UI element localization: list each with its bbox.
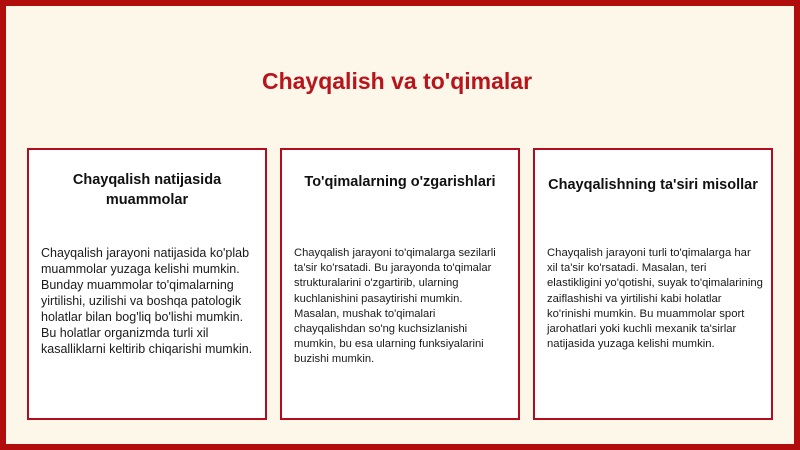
card-body-text: Chayqalish jarayoni natijasida ko'plab muammolar yuzaga kelishi mumkin. Bunday muammolar to'qimalarning yirtilishi, uzilishi va boshqa patologik holatlar bilan bog'liq bo'lishi mumkin. Bu holatlar organizmda turli xil kasalliklarni keltirib chiqarishi mumkin. bbox=[41, 246, 253, 356]
card-heading: To'qimalarning o'zgarishlari bbox=[304, 174, 496, 190]
slide bbox=[6, 6, 794, 444]
card-problems bbox=[27, 148, 267, 420]
card-heading: Chayqalishning ta'siri misollar bbox=[548, 177, 758, 193]
card-tissue-changes bbox=[280, 148, 520, 420]
card-heading: Chayqalish natijasida muammolar bbox=[72, 172, 222, 208]
card-body-text: Chayqalish jarayoni turli to'qimalarga har xil ta'sir ko'rsatadi. Masalan, teri elastikligini yo'qotishi, suyak to'qimalarining zaiflashishi va yirtilishi kabi holatlar ko'rinishi mumkin. Bu muammolar sport jarohatlari yoki kuchli mexanik ta'sirlar natijasida yuzaga kelishi mumkin. bbox=[547, 247, 763, 351]
slide-title: Chayqalish va to'qimalar bbox=[261, 68, 533, 94]
card-body-text: Chayqalish jarayoni to'qimalarga sezilarli ta'sir ko'rsatadi. Bu jarayonda to'qimalar strukturalarini o'zgartirib, ularning kuchlanishini pasaytirishi mumkin. Masalan, mushak to'qimalari chayqalishdan so'ng kuchsizlanishi mumkin, bu esa ularning funksiyalarini buzishi mumkin. bbox=[294, 247, 496, 366]
card-impact-examples bbox=[533, 148, 773, 420]
